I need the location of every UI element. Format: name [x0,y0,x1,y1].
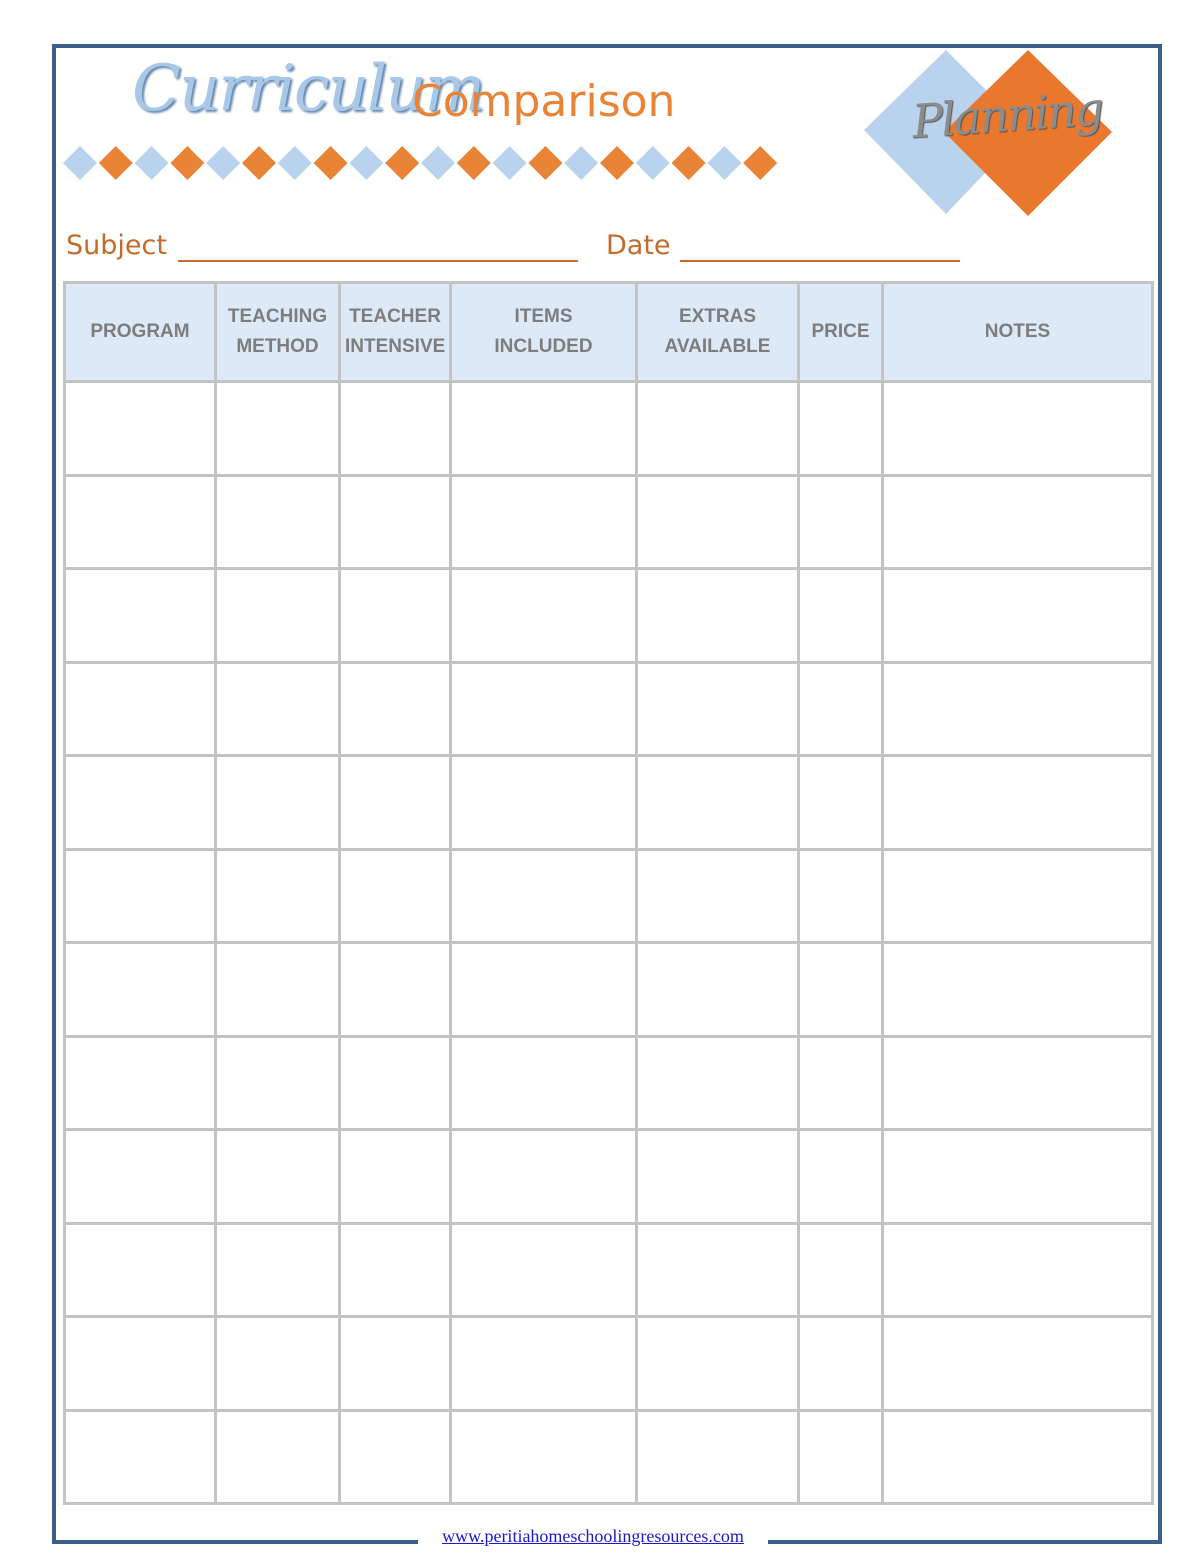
cell-items-included[interactable] [451,475,637,569]
cell-program[interactable] [65,756,216,850]
cell-program[interactable] [65,1130,216,1224]
cell-teaching-method[interactable] [216,662,340,756]
decorative-diamond [99,146,133,180]
cell-notes[interactable] [883,569,1153,663]
cell-extras-available[interactable] [637,1130,799,1224]
cell-extras-available[interactable] [637,1223,799,1317]
cell-teacher-intensive[interactable] [340,475,451,569]
cell-price[interactable] [799,569,883,663]
cell-price[interactable] [799,475,883,569]
date-field[interactable] [680,260,960,262]
cell-teaching-method[interactable] [216,1036,340,1130]
cell-price[interactable] [799,849,883,943]
decorative-diamond [636,146,670,180]
cell-program[interactable] [65,1410,216,1504]
comparison-table [63,281,1154,1505]
decorative-diamond [170,146,204,180]
column-header-teaching-method: TEACHING METHOD [216,283,340,382]
cell-notes[interactable] [883,943,1153,1037]
cell-price[interactable] [799,943,883,1037]
decorative-diamond [385,146,419,180]
cell-price[interactable] [799,1410,883,1504]
column-header-program: PROGRAM [65,283,216,382]
cell-extras-available[interactable] [637,382,799,476]
cell-teaching-method[interactable] [216,475,340,569]
cell-program[interactable] [65,1317,216,1411]
decorative-diamond [242,146,276,180]
cell-price[interactable] [799,1317,883,1411]
cell-notes[interactable] [883,1036,1153,1130]
cell-extras-available[interactable] [637,756,799,850]
cell-items-included[interactable] [451,849,637,943]
column-header-teacher-intensive: TEACHER INTENSIVE [340,283,451,382]
cell-program[interactable] [65,475,216,569]
cell-price[interactable] [799,1036,883,1130]
table-row [65,849,1153,943]
cell-program[interactable] [65,382,216,476]
cell-teaching-method[interactable] [216,569,340,663]
cell-teaching-method[interactable] [216,849,340,943]
cell-teacher-intensive[interactable] [340,662,451,756]
date-label: Date [606,230,671,261]
decorative-diamond [672,146,706,180]
cell-items-included[interactable] [451,1317,637,1411]
decorative-diamond [493,146,527,180]
decorative-diamond [206,146,240,180]
cell-teaching-method[interactable] [216,943,340,1037]
table-header-row [65,283,1153,382]
cell-items-included[interactable] [451,569,637,663]
decorative-diamond [314,146,348,180]
cell-notes[interactable] [883,475,1153,569]
cell-program[interactable] [65,1036,216,1130]
cell-extras-available[interactable] [637,662,799,756]
cell-price[interactable] [799,1223,883,1317]
cell-extras-available[interactable] [637,1410,799,1504]
cell-teacher-intensive[interactable] [340,1410,451,1504]
cell-teacher-intensive[interactable] [340,382,451,476]
decorative-diamond [278,146,312,180]
cell-items-included[interactable] [451,662,637,756]
cell-program[interactable] [65,849,216,943]
cell-items-included[interactable] [451,1130,637,1224]
cell-extras-available[interactable] [637,1036,799,1130]
cell-teaching-method[interactable] [216,1223,340,1317]
table-row [65,756,1153,850]
cell-teaching-method[interactable] [216,1317,340,1411]
cell-notes[interactable] [883,849,1153,943]
title-word: Comparison [412,76,676,127]
cell-teacher-intensive[interactable] [340,1223,451,1317]
cell-items-included[interactable] [451,756,637,850]
cell-teaching-method[interactable] [216,756,340,850]
cell-items-included[interactable] [451,1410,637,1504]
cell-items-included[interactable] [451,1036,637,1130]
cell-teacher-intensive[interactable] [340,1317,451,1411]
decorative-diamond [564,146,598,180]
cell-price[interactable] [799,662,883,756]
cell-teacher-intensive[interactable] [340,569,451,663]
cell-program[interactable] [65,1223,216,1317]
cell-extras-available[interactable] [637,1317,799,1411]
decorative-diamond [528,146,562,180]
column-header-items-included: ITEMS INCLUDED [451,283,637,382]
cell-teacher-intensive[interactable] [340,943,451,1037]
cell-teaching-method[interactable] [216,382,340,476]
cell-price[interactable] [799,382,883,476]
cell-teacher-intensive[interactable] [340,1036,451,1130]
cell-teacher-intensive[interactable] [340,1130,451,1224]
table-row [65,1036,1153,1130]
cell-extras-available[interactable] [637,569,799,663]
subject-label: Subject [66,230,167,261]
cell-extras-available[interactable] [637,475,799,569]
table-row [65,662,1153,756]
title-script: Curriculum [132,52,484,126]
cell-price[interactable] [799,1130,883,1224]
column-header-price: PRICE [799,283,883,382]
table-row [65,1410,1153,1504]
table-row [65,569,1153,663]
cell-items-included[interactable] [451,1223,637,1317]
cell-teacher-intensive[interactable] [340,756,451,850]
table-row [65,943,1153,1037]
column-header-notes: NOTES [883,283,1153,382]
badge-label: Planning [910,81,1104,149]
decorative-diamond [743,146,777,180]
decorative-diamond [135,146,169,180]
cell-program[interactable] [65,569,216,663]
cell-notes[interactable] [883,1410,1153,1504]
column-header-extras-available: EXTRAS AVAILABLE [637,283,799,382]
decorative-diamond [349,146,383,180]
cell-price[interactable] [799,756,883,850]
cell-items-included[interactable] [451,382,637,476]
table-row [65,382,1153,476]
subject-field[interactable] [178,260,578,262]
cell-notes[interactable] [883,1130,1153,1224]
cell-notes[interactable] [883,756,1153,850]
cell-items-included[interactable] [451,943,637,1037]
cell-notes[interactable] [883,662,1153,756]
table-row [65,1317,1153,1411]
table-row [65,475,1153,569]
table-row [65,1223,1153,1317]
cell-notes[interactable] [883,1223,1153,1317]
cell-extras-available[interactable] [637,849,799,943]
footer-website [418,1526,768,1552]
cell-teaching-method[interactable] [216,1410,340,1504]
table-row [65,1130,1153,1224]
decorative-diamond [457,146,491,180]
decorative-diamond [600,146,634,180]
cell-notes[interactable] [883,1317,1153,1411]
cell-notes[interactable] [883,382,1153,476]
website-link[interactable]: www.peritiahomeschoolingresources.com [442,1526,744,1546]
decorative-diamond [63,146,97,180]
cell-program[interactable] [65,943,216,1037]
diamond-border-decoration [62,144,782,184]
decorative-diamond [707,146,741,180]
cell-program[interactable] [65,662,216,756]
cell-extras-available[interactable] [637,943,799,1037]
cell-teaching-method[interactable] [216,1130,340,1224]
cell-teacher-intensive[interactable] [340,849,451,943]
decorative-diamond [421,146,455,180]
